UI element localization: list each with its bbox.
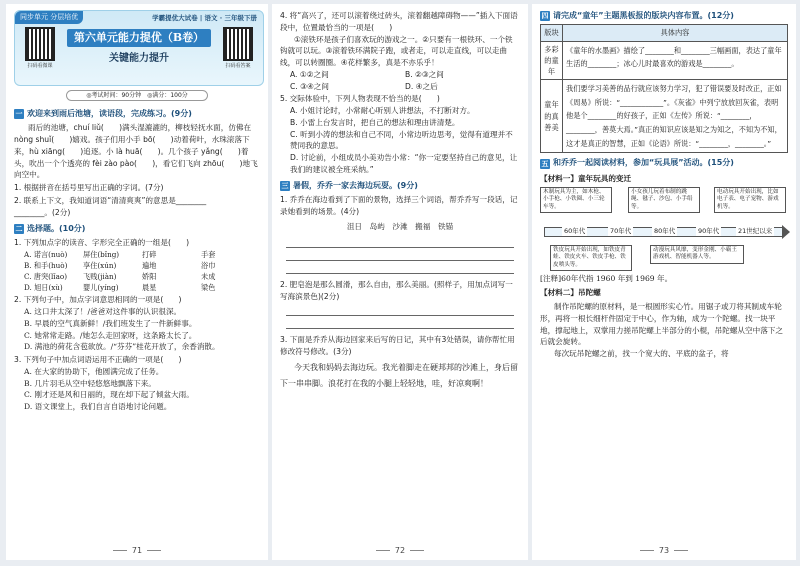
options-grid xyxy=(14,249,260,294)
timeline-label: 70年代 xyxy=(610,226,632,235)
option: 婴儿(yíng) xyxy=(83,283,119,293)
option: D. 讨论前，小组成员小美劝告小常：“你一定要坚持自己的意见，让我们的建议被全班采纳。” xyxy=(290,153,518,174)
qr-code-icon[interactable] xyxy=(25,27,55,61)
option: A. 在大家的协助下，他圆满完成了任务。 xyxy=(24,366,164,376)
timeline-note: 铁皮玩具开始出现，如铁皮青蛙、铁皮火车、铁皮手枪、铁皮喷头等。 xyxy=(550,245,632,272)
table-row xyxy=(541,80,788,153)
option: 遍地 xyxy=(142,260,157,270)
option: 梁色 xyxy=(201,283,216,293)
timeline-note: 木制玩具为主，如木枪、小手枪、小铁圈、小三轮车等。 xyxy=(540,187,612,214)
option: 手套 xyxy=(201,249,216,259)
page2-content xyxy=(280,10,520,391)
material-title: 【材料一】童年玩具的变迁 xyxy=(540,173,632,183)
question: 2. 肥皂泡是那么圆滑，那么自由，那么美丽。(照样子，用加点词写一写海滨景色)(2分) xyxy=(280,280,513,302)
timeline-label: 60年代 xyxy=(564,226,586,235)
question: 3. 下面是乔乔从海边回家来后写的日记，其中有3处错误，请你帮忙用修改符号修改。(3分) xyxy=(280,334,515,356)
section-heading xyxy=(540,157,788,169)
option: 娇阳 xyxy=(142,271,157,281)
question: 1. 乔乔在海边看到了下面的景物，选择三个词语，帮乔乔写一段话，记录她看到的场景。(4分) xyxy=(280,195,518,216)
table-cell[interactable]: 《童年的水墨画》描绘了________和________三幅画面，表达了童年生活的________；冰心儿时最喜欢的游戏是________。 xyxy=(563,41,788,79)
answer-line[interactable] xyxy=(286,235,514,248)
passage: ①滚铁环是孩子们喜欢玩的游戏之一。②只要有一根铁环、一个铁钩就可以玩。③滚着铁环满院子跑，或者走，可以走直线，可以走曲线，可以转圈圈。④花样繁多，真是不亦乐乎！ xyxy=(280,34,513,68)
diary-text: 今天我和妈妈去海边玩。我光着脚走在硬邦邦的沙滩上，身后留下一串串脚。浪花打在我的小腿上轻轻地，哇，好凉爽啊！ xyxy=(280,363,518,388)
unit-title: 第六单元能力提优（B卷） xyxy=(67,29,211,47)
page-number-value: 71 xyxy=(131,545,143,555)
page-number xyxy=(6,545,268,557)
footnote: [注释]60年代指 1960 年到 1969 年。 xyxy=(540,273,673,283)
timeline-note: 动漫玩具风靡，变形金刚、小霸王游戏机、智能机器人等。 xyxy=(650,245,744,264)
option: B. ②③之间 xyxy=(405,69,444,79)
answer-line[interactable] xyxy=(286,316,514,329)
toy-timeline xyxy=(540,187,788,273)
table-header: 版块 xyxy=(541,25,563,41)
option: 打碎 xyxy=(142,249,157,259)
section-title: 请完成“童年”主题黑板报的版块内容布置。(12分) xyxy=(553,11,734,20)
answer-line[interactable] xyxy=(286,261,514,274)
option: A. 诺言(nuò) xyxy=(24,249,68,259)
word-bank: 沮日 岛屿 沙滩 搬福 铁锚 xyxy=(346,221,454,231)
option: 飞贱(jiàn) xyxy=(83,271,117,281)
section-heading xyxy=(540,10,788,22)
section-heading xyxy=(14,223,260,235)
section-number: 一 xyxy=(15,110,23,119)
option: C. 唐突(lǐao) xyxy=(24,271,68,281)
page-number-value: 73 xyxy=(658,545,670,555)
series-tag: 同步单元 分层培优 xyxy=(15,11,83,24)
table-cell[interactable]: 我们要学习美善的品行就应该努力学习，犯了错误要及时改正，正如《周易》所说：“____________”。《灰雀》中列宁放放回灰雀，表明他是个________的好孩子，正如《左传》所说：“________，________，善莫大焉。”真正的知识应该是知之为知之，不知为不知，这才是真正的智慧，正如《论语》所说：“________，________。” xyxy=(563,80,788,153)
section-heading xyxy=(280,180,520,192)
passage: 每次玩吊陀螺之前，找一个宽大的、平底的盆子，将 xyxy=(554,349,729,359)
page-71 xyxy=(6,4,268,560)
exam-meta: ◎考试时间：90分钟 ◎满分：100分 xyxy=(66,90,208,101)
blackboard-table xyxy=(540,24,788,153)
option: A. 这口井太深了！/爸爸对这件事的认识很深。 xyxy=(24,307,182,317)
timeline-label: 80年代 xyxy=(654,226,676,235)
answer-line[interactable] xyxy=(286,248,514,261)
question: 1. 根据拼音在括号里写出正确的字词。(7分) xyxy=(14,183,164,193)
answer-line[interactable] xyxy=(286,303,514,316)
options-grid xyxy=(280,69,520,93)
section-title: 暑假，乔乔一家去海边玩耍。(9分) xyxy=(293,180,418,190)
option: A. 小姐讨论时，小常耐心听别人讲想法，不打断对方。 xyxy=(290,106,475,116)
qr-caption-right: 扫码看答案 xyxy=(225,63,251,69)
option: C. ③④之间 xyxy=(290,81,329,91)
section-number: 五 xyxy=(541,159,549,168)
option: D. 旭日(xù) xyxy=(24,283,63,293)
section-number: 二 xyxy=(15,224,23,233)
section-number: 三 xyxy=(281,181,289,190)
section-heading xyxy=(14,108,260,120)
header-banner xyxy=(14,10,264,86)
option: 晨星 xyxy=(142,283,157,293)
option: B. 小雷上台发言时，把自己的想法和理由讲清楚。 xyxy=(290,117,460,127)
option: D. 语文课堂上，我们自言自语地讨论问题。 xyxy=(24,402,172,412)
material-title: 【材料二】吊陀螺 xyxy=(540,288,601,298)
section-one xyxy=(14,104,260,413)
qr-code-icon[interactable] xyxy=(223,27,253,61)
question: 2. 联系上下文，我知道词语“清清爽爽”的意思是________ xyxy=(14,195,207,205)
section-title: 选择题。(10分) xyxy=(27,223,86,233)
timeline-note: 电动玩具开始出现，比如电子表、电子宠物、游戏机等。 xyxy=(714,187,786,214)
page-number xyxy=(272,545,528,557)
option: B. 几片羽毛从空中轻悠悠地飘落下来。 xyxy=(24,378,156,388)
section-title: 和乔乔一起阅读材料，参加“玩具展”活动。(15分) xyxy=(553,158,734,168)
option: D. 满池的荷花含苞欲放。/“芬芬”桂花开放了，余香消散。 xyxy=(24,342,220,352)
passage: 制作吊陀螺的原材料，是一根圆形实心竹。用锯子或刀将其制成车轮形，再将一根长细杆件固定于中心，作为轴，成为一个陀螺。找一块平地，撑起地上，双掌用力搓吊陀螺上半部分的小棍，吊陀螺从空中落下之后就会旋转。 xyxy=(540,302,783,347)
timeline-label: 90年代 xyxy=(698,226,720,235)
page-72 xyxy=(272,4,528,560)
question: 3. 下列句子中加点词语运用不正确的一项是( ) xyxy=(14,355,182,365)
option: 屏住(bǐng) xyxy=(83,249,120,259)
book-title: 学霸提优大试卷 | 语文 · 三年级下册 xyxy=(152,14,257,22)
arrow-icon xyxy=(782,225,790,239)
table-row xyxy=(541,41,788,79)
unit-subtitle: 关键能力提升 xyxy=(109,53,169,64)
option: C. 她常常走路。/她怎么走回家呀，这条路太长了。 xyxy=(24,330,197,340)
option: 享住(xún) xyxy=(83,260,117,270)
option: D. ④之后 xyxy=(405,81,438,91)
option: 浴巾 xyxy=(201,260,216,270)
row-header: 童年的真善美 xyxy=(541,80,563,153)
question-cont: ________。(2分) xyxy=(14,207,71,217)
page3-content xyxy=(540,10,788,360)
table-header: 具体内容 xyxy=(563,25,788,41)
passage: 雨后的池塘，chuí liǔ( )满头湿漉漉的，柳枝轻抚水面，仿佛在 nòng shuǐ( )嬉戏。孩子们用小手 bō( )动着荷叶，水珠滚落下来，hù xiāng( )追逐。小 là huā( )。几个孩子 yǎng( )着头，吹出一个个透亮的 fèi zào pào( )，看它们飞向 zhōu( )地飞向空中。 xyxy=(14,123,258,180)
question: 1. 下列加点字的读音、字形完全正确的一组是( ) xyxy=(14,237,190,247)
question: 2. 下列句子中，加点字词意思相同的一项是( ) xyxy=(14,295,182,305)
row-header: 多彩的童年 xyxy=(541,41,563,79)
page-73 xyxy=(532,4,796,560)
option: C. 听到小涛的想法和自己不同，小常边听边思考，觉得有道理并不赞同我的意思。 xyxy=(290,129,513,151)
timeline-label: 21世纪以来 xyxy=(738,226,773,235)
page-number-value: 72 xyxy=(394,545,406,555)
page-number xyxy=(532,545,796,557)
option: A. ①②之间 xyxy=(290,69,329,79)
section-title: 欢迎来到雨后池塘，读语段，完成练习。(9分) xyxy=(27,109,192,118)
option: 未成 xyxy=(201,271,216,281)
option: C. 刚才还是风和日丽的，现在却下起了倾盆大雨。 xyxy=(24,390,194,400)
timeline-note: 小女孩儿玩着布制的跳绳、毽子、沙包、小手绢等。 xyxy=(628,187,700,214)
section-number: 四 xyxy=(541,12,549,21)
question: 4. 将“高兴了，还可以滚着绕过砖头，滚着翻越障碍物——”插入下面语段中，位置最恰当的一项是( ) xyxy=(280,11,518,32)
question: 5. 交际体验中，下列人物表现不恰当的是( ) xyxy=(280,94,440,104)
option: B. 和手(huò) xyxy=(24,260,68,270)
option: B. 早晨的空气真新鲜！/我们班发生了一件新鲜事。 xyxy=(24,318,197,328)
qr-caption-left: 扫码看微课 xyxy=(27,63,53,69)
